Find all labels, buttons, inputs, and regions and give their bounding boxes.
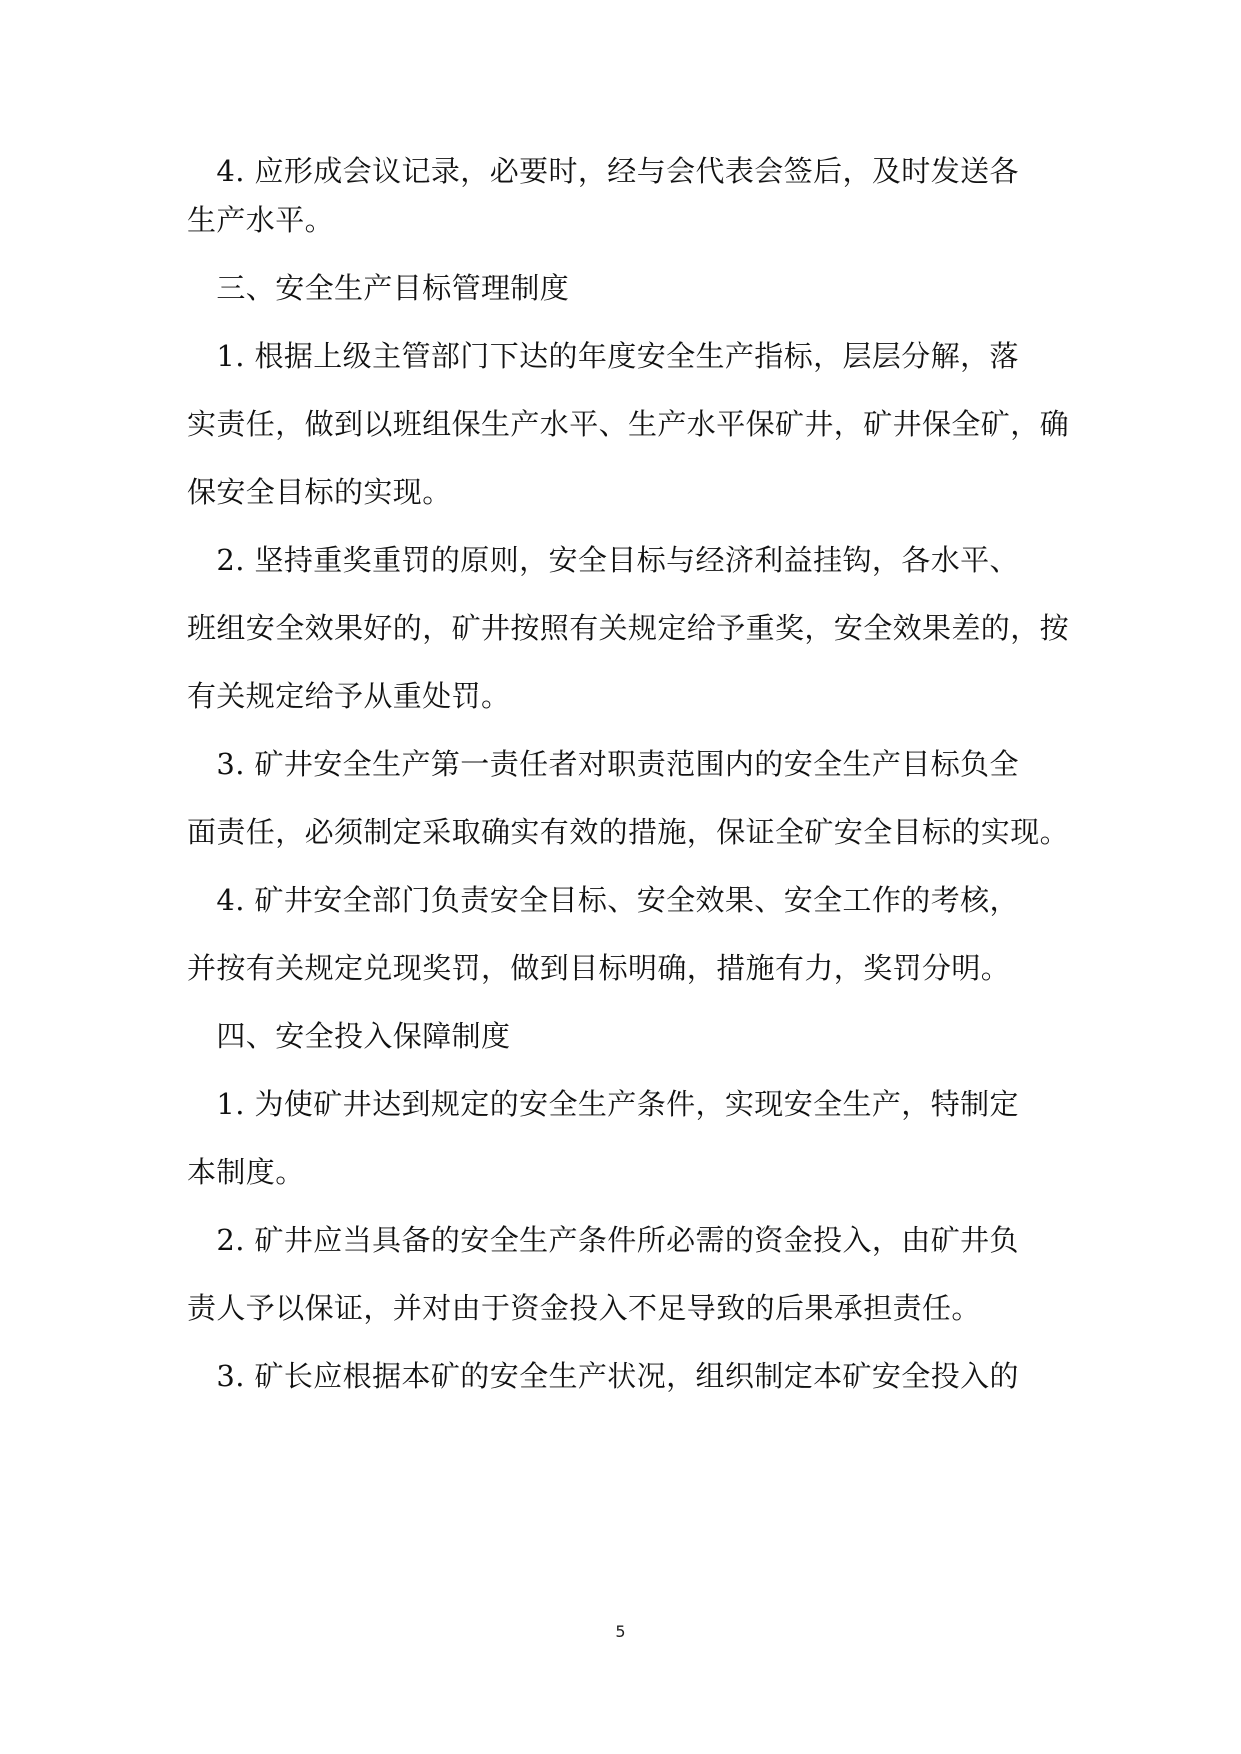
page-number: 5 <box>615 1622 626 1641</box>
paragraph-line: 有关规定给予从重处罚。 <box>187 679 511 713</box>
paragraph-line: 实责任，做到以班组保生产水平、生产水平保矿井，矿井保全矿，确 <box>187 407 1070 441</box>
paragraph-line: 班组安全效果好的，矿井按照有关规定给予重奖，安全效果差的，按 <box>187 611 1070 645</box>
paragraph-line: 3. 矿井安全生产第一责任者对职责范围内的安全生产目标负全 <box>187 747 1019 781</box>
paragraph-line: 面责任，必须制定采取确实有效的措施，保证全矿安全目标的实现。 <box>187 815 1070 849</box>
paragraph-line: 4. 矿井安全部门负责安全目标、安全效果、安全工作的考核， <box>187 883 1019 917</box>
paragraph-line: 本制度。 <box>187 1155 305 1189</box>
paragraph-line: 1. 根据上级主管部门下达的年度安全生产指标，层层分解，落 <box>187 339 1019 373</box>
paragraph-line: 2. 坚持重奖重罚的原则，安全目标与经济利益挂钩，各水平、 <box>187 543 1019 577</box>
paragraph-line: 3. 矿长应根据本矿的安全生产状况，组织制定本矿安全投入的 <box>187 1359 1019 1393</box>
paragraph-line: 2. 矿井应当具备的安全生产条件所必需的资金投入，由矿井负 <box>187 1223 1019 1257</box>
section-heading: 三、安全生产目标管理制度 <box>187 271 570 305</box>
paragraph-line: 并按有关规定兑现奖罚，做到目标明确，措施有力，奖罚分明。 <box>187 951 1011 985</box>
section-heading: 四、安全投入保障制度 <box>187 1019 511 1053</box>
paragraph-line: 保安全目标的实现。 <box>187 475 452 509</box>
paragraph-line: 生产水平。 <box>187 203 335 237</box>
paragraph-line: 责人予以保证，并对由于资金投入不足导致的后果承担责任。 <box>187 1291 981 1325</box>
paragraph-line: 4. 应形成会议记录，必要时，经与会代表会签后，及时发送各 <box>187 154 1019 188</box>
paragraph-line: 1. 为使矿井达到规定的安全生产条件，实现安全生产，特制定 <box>187 1087 1019 1121</box>
